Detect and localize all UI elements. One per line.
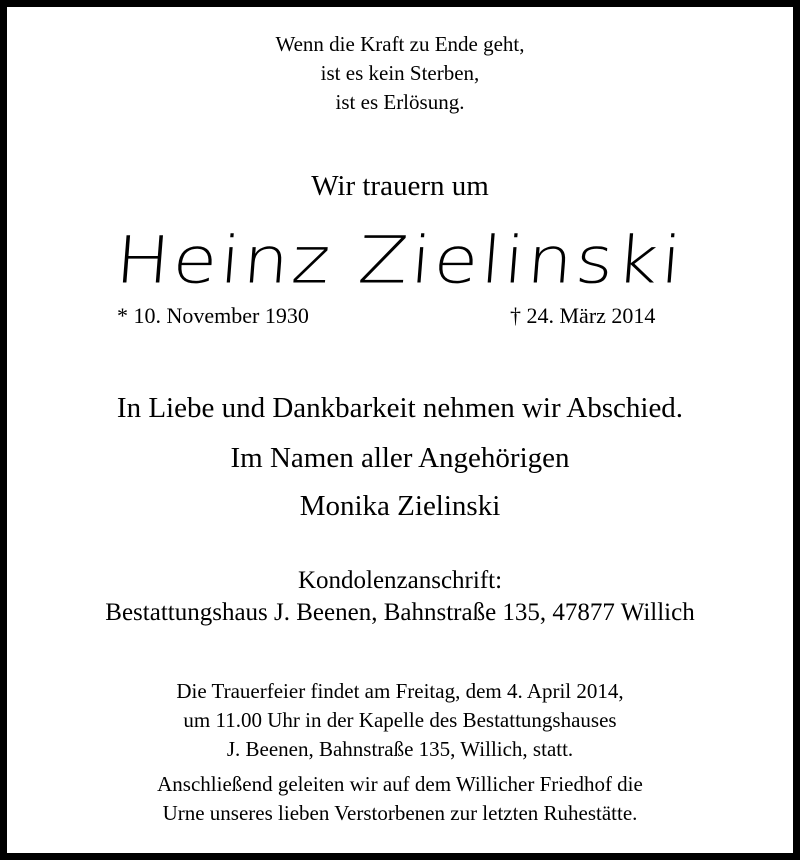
service-line: Urne unseres lieben Verstorbenen zur letzten Ruhestätte.: [162, 801, 638, 825]
on-behalf-text: Im Namen aller Angehörigen: [230, 442, 570, 474]
motto-line: Wenn die Kraft zu Ende geht,: [275, 32, 525, 56]
death-date: † 24. März 2014: [510, 303, 656, 328]
motto-line: ist es kein Sterben,: [320, 61, 480, 85]
condolence-address: Bestattungshaus J. Beenen, Bahnstraße 135, 47877 Willich: [105, 599, 695, 626]
motto-line: ist es Erlösung.: [335, 90, 465, 114]
service-line: Anschließend geleiten wir auf dem Willicher Friedhof die: [157, 772, 643, 796]
service-line: J. Beenen, Bahnstraße 135, Willich, statt.: [226, 737, 574, 761]
deceased-name: Heinz Zielinski: [112, 222, 688, 298]
farewell-text: In Liebe und Dankbarkeit nehmen wir Abschied.: [116, 392, 684, 424]
intro-text: Wir trauern um: [311, 170, 489, 202]
birth-date: * 10. November 1930: [117, 303, 309, 328]
service-line: um 11.00 Uhr in der Kapelle des Bestattungshauses: [183, 708, 617, 732]
signer-name: Monika Zielinski: [299, 490, 501, 522]
service-line: Die Trauerfeier findet am Freitag, dem 4. April 2014,: [176, 679, 624, 703]
condolence-label: Kondolenzanschrift:: [297, 567, 503, 594]
